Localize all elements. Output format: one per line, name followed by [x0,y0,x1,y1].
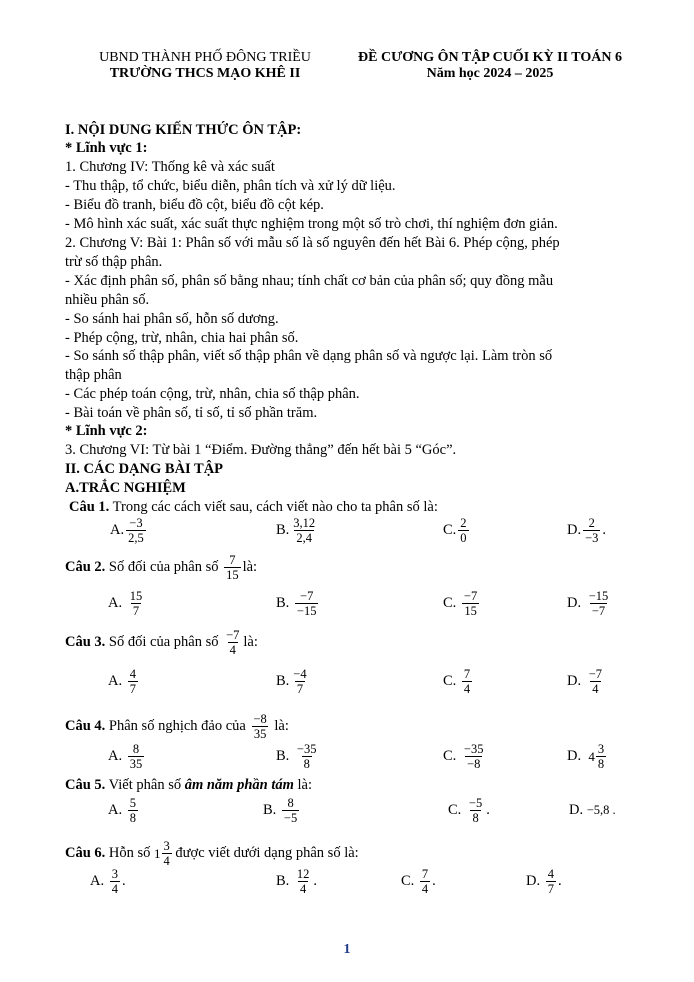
q2-option-a[interactable] [108,589,146,618]
fraction [128,589,145,618]
fraction [467,796,484,825]
fraction [251,712,268,741]
question-text-end: được viết dưới dạng phân số là: [171,844,359,861]
fraction-denominator: 4 [229,643,236,657]
option-label: C. [401,873,415,889]
q4-option-d[interactable] [567,742,606,771]
option-value: −5,8 . [586,803,616,817]
q2-option-c[interactable] [443,589,481,618]
question-1 [69,498,438,516]
punctuation: . [432,873,436,889]
q6-option-c[interactable] [401,867,436,896]
content-line: - Bài toán về phân số, tỉ số, tỉ số phần trăm. [65,405,318,421]
fraction [462,667,472,696]
question-label: Câu 2. [65,558,106,575]
option-label: B. [276,748,290,764]
fraction-denominator: 15 [226,568,239,582]
fraction-denominator: 8 [303,757,310,771]
fraction-numerator: −7 [300,589,314,603]
fraction-denominator: −7 [591,604,606,618]
question-text-end: là: [242,558,258,575]
fraction-numerator: −4 [293,667,307,681]
question-label: Câu 1. [69,499,110,515]
option-label: B. [276,673,290,689]
page-number: 1 [343,942,351,957]
option-label: A. [108,673,123,689]
fraction-numerator: 7 [421,867,429,881]
fraction-denominator: 2,5 [128,531,144,545]
fraction-denominator: 8 [472,811,479,825]
fraction-denominator: 8 [129,811,136,825]
fraction-denominator: 4 [300,882,307,896]
fraction [462,742,486,771]
mixed-whole: 1 [154,845,161,861]
fraction [162,839,172,868]
fraction-denominator: 7 [296,682,304,696]
option-label: D. [567,595,582,611]
q4-option-b[interactable] [276,742,320,771]
mixed-whole: 4 [588,748,595,764]
question-6 [65,839,359,868]
fraction-numerator: −7 [463,589,478,603]
fraction-numerator: −35 [463,742,484,756]
fraction-numerator: −3 [129,516,143,530]
fraction-denominator: 4 [592,682,599,696]
q5-option-b[interactable] [263,796,301,825]
content-line: nhiều phân số. [65,292,150,308]
fraction-numerator: −7 [226,628,240,642]
content-line: trừ số thập phân. [65,254,163,270]
fraction-denominator: 4 [463,682,471,696]
fraction-numerator: 3,12 [293,516,316,530]
question-text: Phân số nghịch đảo của [105,717,250,734]
question-2 [65,553,257,582]
fraction [126,516,146,545]
option-label: A. [90,873,105,889]
option-label: D. [567,522,582,538]
header-right-line2: Năm học 2024 – 2025 [426,66,554,81]
option-label: D. [567,748,582,764]
q2-option-d[interactable] [567,589,612,618]
option-label: A. [108,802,123,818]
fraction-numerator: 8 [287,796,294,810]
fraction [295,742,319,771]
punctuation: . [486,802,490,818]
fraction-denominator: −5 [283,811,298,825]
question-text: Hỗn số [105,844,155,861]
fraction [295,589,319,618]
mixed-number [154,839,172,868]
option-label: C. [443,673,457,689]
fraction [596,742,606,771]
option-label: C. [443,595,457,611]
q1-option-b[interactable] [276,516,319,545]
question-label: Câu 5. [65,777,106,793]
q6-option-b[interactable] [276,867,317,896]
q3-option-c[interactable] [443,667,474,696]
fraction [583,516,600,545]
fraction-numerator: 3 [111,867,118,881]
fraction-numerator: −15 [588,589,609,603]
fraction [282,796,299,825]
question-text-end: là: [293,777,313,793]
fraction-numerator: 2 [460,516,467,530]
fraction-denominator: 4 [111,882,118,896]
content-line: thập phân [65,367,122,383]
option-label: C. [443,748,457,764]
fraction [587,667,604,696]
fraction [295,867,312,896]
fraction-numerator: 4 [129,667,136,681]
mixed-number [588,742,606,771]
fraction-denominator: 8 [597,757,605,771]
fraction-denominator: 35 [129,757,143,771]
fraction-denominator: 4 [421,882,429,896]
question-text: Số đối của phân số [105,633,223,650]
fraction-denominator: 7 [129,682,136,696]
fraction-denominator: 4 [163,854,170,868]
option-label: D. [567,673,582,689]
question-text: Viết phân số [105,777,185,793]
q6-option-a[interactable] [90,867,126,896]
content-line: - Mô hình xác suất, xác suất thực nghiệm trong một số trò chơi, thí nghiệm đơn giản. [65,216,558,232]
fraction-denominator: 7 [547,882,554,896]
fraction-denominator: 15 [464,604,477,618]
fraction [546,867,556,896]
q3-option-d[interactable] [567,667,606,696]
q2-option-b[interactable] [276,589,320,618]
fraction-denominator: −15 [296,604,317,618]
fraction-numerator: 8 [132,742,140,756]
q3-option-a[interactable] [108,667,140,696]
content-line: - Phép cộng, trừ, nhân, chia hai phân số. [65,330,299,346]
q5-option-a[interactable] [108,796,140,825]
question-text-end: là: [243,633,258,650]
section2-title: II. CÁC DẠNG BÀI TẬP [65,461,224,477]
fraction-numerator: 7 [463,667,471,681]
fraction-numerator: −7 [588,667,603,681]
question-text-end: là: [270,717,289,734]
content-line: - Thu thập, tổ chức, biểu diễn, phân tích và xử lý dữ liệu. [65,178,396,194]
fraction [587,589,611,618]
content-line: - So sánh hai phân số, hỗn số dương. [65,311,279,327]
q4-option-a[interactable] [108,742,146,771]
option-label: C. [443,522,457,538]
question-4 [65,712,289,741]
content-line: - Xác định phân số, phân số bằng nhau; tính chất cơ bản của phân số; quy đồng mẫu [65,273,554,289]
fraction [458,516,468,545]
question-emphasis: âm năm phần tám [184,777,294,793]
option-label: B. [263,802,277,818]
q1-option-a[interactable] [110,516,148,545]
q6-option-d[interactable] [526,867,562,896]
punctuation: . [121,873,126,889]
fraction-numerator: 5 [129,796,136,810]
header-right-line1: ĐỀ CƯƠNG ÔN TẬP CUỐI KỲ II TOÁN 6 [358,50,622,65]
fraction [420,867,430,896]
fraction [291,516,317,545]
section2-subtitle: A.TRẮC NGHIỆM [65,480,186,496]
fraction-denominator: 35 [253,727,267,741]
q4-option-c[interactable] [443,742,487,771]
fraction-denominator: 0 [460,531,467,545]
fraction-numerator: 4 [547,867,554,881]
content-line: - So sánh số thập phân, viết số thập phân về dạng phân số và ngược lại. Làm tròn số [65,348,553,364]
content-line: 1. Chương IV: Thống kê và xác suất [65,159,275,175]
fraction-numerator: 12 [296,867,310,881]
option-label: A. [108,595,123,611]
question-text: Số đối của phân số [105,558,223,575]
punctuation: . [602,522,607,538]
punctuation: . [557,873,562,889]
fraction-numerator: −8 [253,712,267,726]
fraction-numerator: 3 [163,839,170,853]
fraction [291,667,308,696]
question-label: Câu 3. [65,633,106,650]
fraction-numerator: 7 [229,553,236,567]
q3-option-b[interactable] [276,667,311,696]
option-label: A. [108,748,123,764]
fraction [224,628,241,657]
fraction [128,667,138,696]
fraction [128,796,138,825]
fraction-numerator: 3 [597,742,605,756]
question-label: Câu 4. [65,717,106,734]
question-5 [65,776,312,794]
fraction [110,867,120,896]
fraction-denominator: −3 [585,531,599,545]
question-label: Câu 6. [65,844,106,861]
fraction-numerator: −35 [296,742,317,756]
q5-option-c[interactable] [448,796,490,825]
option-label: D. [526,873,541,889]
content-line: 3. Chương VI: Từ bài 1 “Điểm. Đường thẳng” đến hết bài 5 “Góc”. [65,442,457,458]
question-text: Trong các cách viết sau, cách viết nào cho ta phân số là: [109,499,438,515]
fraction-numerator: 15 [129,589,143,603]
option-label: D. [569,802,584,819]
fraction-denominator: −8 [467,757,481,771]
fraction-denominator: 2,4 [296,531,313,545]
field1-heading: * Lĩnh vực 1: [65,140,148,156]
q1-option-c[interactable] [443,516,471,545]
option-label: B. [276,522,290,538]
q5-option-d[interactable] [569,802,616,819]
fraction-denominator: 7 [132,604,140,618]
option-label: B. [276,595,290,611]
fraction-numerator: 2 [588,516,595,530]
option-label: A. [110,522,125,538]
punctuation: . [313,873,318,889]
question-3 [65,628,258,657]
option-label: C. [448,802,462,818]
fraction [224,553,241,582]
section1-title: I. NỘI DUNG KIẾN THỨC ÔN TẬP: [65,122,302,138]
content-line: 2. Chương V: Bài 1: Phân số với mẫu số là số nguyên đến hết Bài 6. Phép cộng, phép [65,235,560,251]
fraction [462,589,479,618]
q1-option-d[interactable] [567,516,606,545]
fraction-numerator: −5 [468,796,483,810]
option-label: B. [276,873,290,889]
header-left-line2: TRƯỜNG THCS MẠO KHÊ II [109,66,301,81]
content-line: - Các phép toán cộng, trừ, nhân, chia số thập phân. [65,386,360,402]
field2-heading: * Lĩnh vực 2: [65,423,148,439]
header-left-line1: UBND THÀNH PHỐ ĐÔNG TRIỀU [99,50,311,65]
fraction [128,742,145,771]
content-line: - Biểu đồ tranh, biểu đồ cột, biểu đồ cột kép. [65,197,324,213]
